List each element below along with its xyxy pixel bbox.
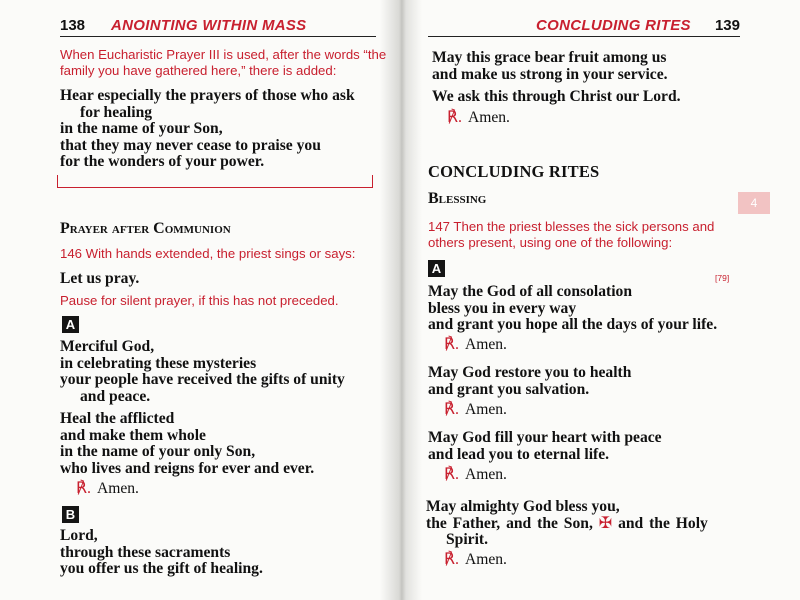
rubric-146: 146 With hands extended, the priest sings or says: [60,246,356,261]
eucharistic-prayer-rubric [60,47,386,79]
response-text: Amen. [467,109,510,126]
response-amen [444,551,507,569]
prayer-line: May this grace bear fruit among us [432,49,667,66]
prayer-line: Let us pray. [60,270,140,287]
rubric-line: others present, using one of the following: [428,235,673,250]
response-amen [444,401,507,419]
rubric-line: When Eucharistic Prayer III is used, after the words “the [60,47,387,62]
prayer-line: for healing [80,103,153,121]
prayer-line: and make them whole [60,426,206,444]
response-symbol: ℟. [444,401,459,418]
prayer-after-communion-heading: Prayer after Communion [60,220,231,237]
response-text: Amen. [464,336,507,353]
right-running-head [428,10,740,37]
prayer-line: in the name of your Son, [60,120,223,137]
prayer-line: your people have received the gifts of unity [60,371,345,388]
prayer-line: and grant you salvation. [428,380,590,398]
response-amen [444,336,507,354]
prayer-line: May almighty God bless you, [426,498,620,515]
response-symbol: ℟. [444,551,459,568]
option-a-badge: A [62,316,79,333]
option-b-badge: B [62,506,79,523]
prayer-line: and make us strong in your service. [432,65,668,83]
prayer-line: Spirit. [446,531,489,548]
prayer-line: Lord, [60,527,98,544]
option-b-prayer [60,528,263,578]
left-running-title: ANOINTING WITHIN MASS [111,17,307,34]
let-us-pray [60,271,139,288]
prayer-line: bless you in every way [428,299,577,317]
prayer-line: you offer us the gift of healing. [60,560,263,577]
left-running-head [60,10,376,37]
closing-prayer-text [432,50,681,106]
blessing-trinity-text-end: and the Holy [618,514,708,532]
blessing-option-a-badge: A [428,260,445,277]
prayer-line: May the God of all consolation [428,283,633,300]
rubric-line: family you have gathered here,” there is added: [60,63,337,78]
response-symbol: ℟. [444,466,459,483]
prayer-line: We ask this through Christ our Lord. [432,88,681,105]
response-amen [447,109,510,127]
response-symbol: ℟. [447,109,462,126]
prayer-line: in the name of your only Son, [60,443,256,460]
prayer-line: that they may never cease to praise you [60,136,321,154]
blessing-2 [428,365,631,398]
prayer-line [426,516,708,533]
response-text: Amen. [464,401,507,418]
prayer-line: for the wonders of your power. [60,153,265,170]
response-text: Amen. [96,480,139,497]
blessing-heading: Blessing [428,190,487,207]
prayer-line: who lives and reigns for ever and ever. [60,459,315,477]
response-symbol: ℟. [76,480,91,497]
prayer-line: Heal the afflicted [60,410,175,427]
blessing-4 [426,499,708,549]
prayer-line: through these sacraments [60,543,231,561]
insert-prayer-text [60,88,355,171]
blessing-1 [428,284,717,334]
response-symbol: ℟. [444,336,459,353]
insert-bracket [57,175,373,188]
pause-rubric: Pause for silent prayer, if this has not preceded. [60,293,339,308]
prayer-line: Hear especially the prayers of those who ask [60,87,355,104]
option-a-prayer [60,339,345,477]
rubric-147 [428,219,714,251]
left-page-number: 138 [60,17,86,34]
response-text: Amen. [464,551,507,568]
prayer-line: and grant you hope all the days of your life. [428,316,718,333]
right-running-title: CONCLUDING RITES [536,17,691,34]
prayer-line: and lead you to eternal life. [428,445,610,463]
prayer-line: Merciful God, [60,338,155,355]
blessing-trinity-text: the Father, and the Son, [426,514,593,532]
prayer-line: May God restore you to health [428,364,632,381]
concluding-rites-heading: CONCLUDING RITES [428,162,600,181]
rubric-line: 147 Then the priest blesses the sick persons and [428,219,715,234]
prayer-line: May God fill your heart with peace [428,429,662,446]
prayer-line: and peace. [80,387,151,405]
right-page-number: 139 [714,17,740,34]
book-gutter [380,0,422,600]
sign-of-cross-icon: ✠ [598,514,613,532]
reference-number: [79] [715,273,730,283]
prayer-line: in celebrating these mysteries [60,354,257,372]
response-amen [76,480,139,498]
response-amen [444,466,507,484]
blessing-3 [428,430,662,463]
response-text: Amen. [464,466,507,483]
section-tab: 4 [738,192,770,214]
